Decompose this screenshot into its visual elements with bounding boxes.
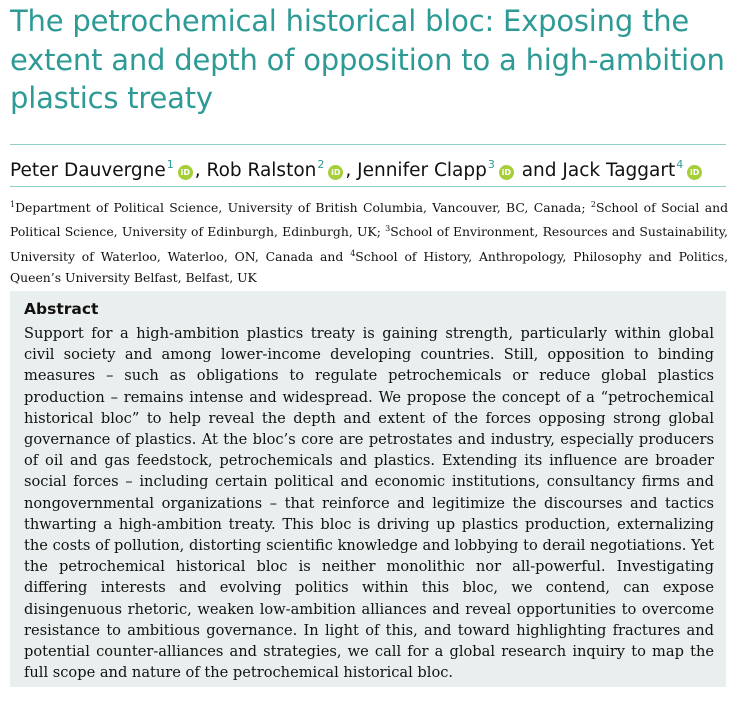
abstract-heading: Abstract xyxy=(24,300,99,318)
author-1[interactable] xyxy=(10,160,195,181)
author-list xyxy=(10,152,730,184)
author-name: Jack Taggart xyxy=(562,160,676,181)
author-separator: , xyxy=(194,160,207,181)
orcid-icon[interactable]: iD xyxy=(499,165,514,180)
affiliation-marker: 4 xyxy=(676,158,684,171)
author-separator: , xyxy=(345,160,358,181)
author-divider xyxy=(10,186,726,187)
author-name: Jennifer Clapp xyxy=(357,160,487,181)
affiliation-number: 1 xyxy=(10,200,16,209)
orcid-icon[interactable]: iD xyxy=(687,165,702,180)
author-separator: and xyxy=(515,160,563,181)
author-name: Peter Dauvergne xyxy=(10,160,166,181)
affiliation-marker: 2 xyxy=(317,158,325,171)
affiliation-number: 4 xyxy=(350,248,356,258)
abstract-body: Support for a high-ambition plastics treaty is gaining strength, particularly within global civil society and among lower-income developing countries. Still, opposition to binding measures – such as obligations to regulate petrochemicals or reduce global plastics production – remains intense and widespread. We propose the concept of a “petrochemical historical bloc” to help reveal the depth and extent of the forces opposing strong global governance of plastics. At the bloc’s core are petrostates and industry, especially producers of oil and gas feedstock, petrochemicals and plastics. Extending its influence are broader social forces – including certain political and economic institutions, consultancy firms and nongovernmental organizations – that reinforce and legitimize the discourses and tactics thwarting a high-ambition treaty. This bloc is driving up plastics production, externalizing the costs of pollution, distorting scientific knowledge and lobbying to derail negotiations. Yet the petrochemical historical bloc is neither monolithic nor all-powerful. Investigating differing interests and evolving politics within this bloc, we contend, can expose disingenuous rhetoric, weaken low-ambition alliances and reveal opportunities to overcome resistance to ambitious governance. In light of this, and toward highlighting fractures and potential counter-alliances and strategies, we call for a global research inquiry to map the full scope and nature of the petrochemical historical bloc. xyxy=(24,325,714,682)
affiliation-text: Department of Political Science, University of British Columbia, Vancouver, BC, Canada; xyxy=(15,200,591,215)
affiliations xyxy=(10,194,728,289)
author-name: Rob Ralston xyxy=(206,160,317,181)
orcid-icon[interactable]: iD xyxy=(178,165,193,180)
affiliation-text: School of Environment, Resources and Sustainability, University of Waterloo, Waterloo, ON, Canada and xyxy=(10,224,728,264)
affiliation-text: School of Social and Political Science, University of Edinburgh, Edinburgh, UK; xyxy=(10,200,728,240)
author-2[interactable] xyxy=(207,160,346,181)
affiliation-number: 3 xyxy=(385,224,391,234)
author-3[interactable] xyxy=(357,160,516,181)
orcid-icon[interactable]: iD xyxy=(328,165,343,180)
article-title: The petrochemical historical bloc: Exposing the extent and depth of opposition to a high-ambition plastics treaty xyxy=(10,4,725,115)
affiliation-marker: 1 xyxy=(166,158,174,171)
affiliation-marker: 3 xyxy=(487,158,495,171)
abstract-box xyxy=(10,291,726,687)
affiliation-text: School of History, Anthropology, Philosophy and Politics, Queen’s University Belfast, Belfast, UK xyxy=(10,248,729,286)
affiliation-number: 2 xyxy=(590,200,596,209)
title-divider xyxy=(10,144,726,145)
author-4[interactable] xyxy=(562,160,704,181)
